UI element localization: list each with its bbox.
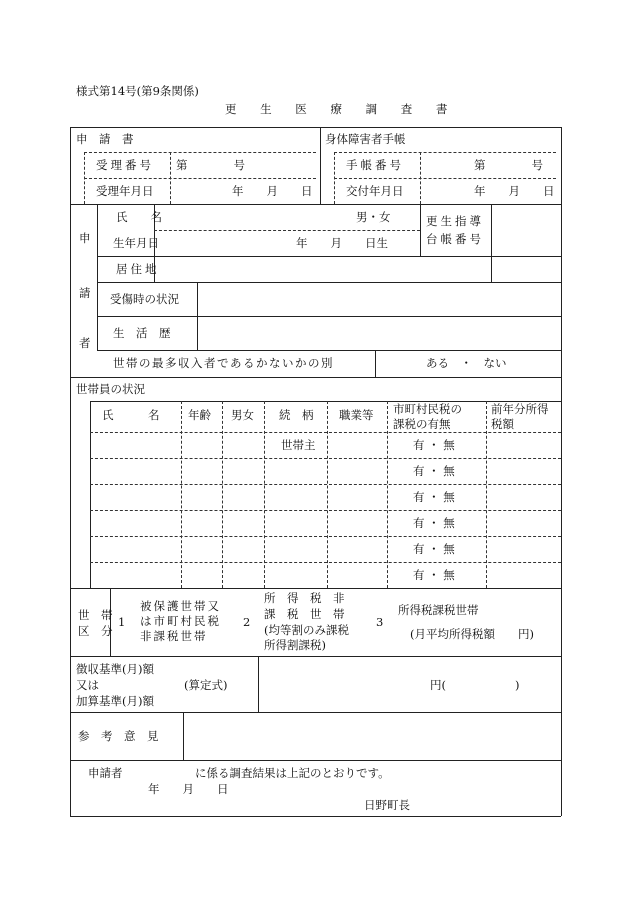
handbook-issue-date-label: 交付年月日 [346,184,404,198]
address-label: 居住地 [116,262,160,276]
household-title: 世帯員の状況 [76,382,145,396]
category-2-line-3: (均等割のみ課税 [264,623,349,637]
category-label-1: 世 帯 [78,608,113,622]
tax-status-row[interactable]: 有 ・ 無 [413,542,455,556]
history-label: 生 活 歴 [113,326,171,340]
applicant-label-char-2: 請 [79,286,91,300]
receipt-date-label: 受理年月日 [96,184,154,198]
receipt-number-label: 受理番号 [96,158,154,172]
handbook-number-label: 手帳番号 [346,158,404,172]
col-name: 氏 名 [102,408,160,422]
footer-statement: に係る調査結果は上記のとおりです。 [195,766,390,780]
col-age: 年齢 [188,408,211,422]
receipt-number-value[interactable]: 第 号 [176,158,245,172]
injury-label: 受傷時の状況 [110,292,179,306]
col-tax-1: 市町村民税の [393,402,462,416]
gender-select[interactable]: 男・女 [356,210,391,224]
tax-status-row[interactable]: 有 ・ 無 [413,568,455,582]
top-income-label: 世帯の最多収入者であるかないかの別 [113,356,334,370]
handbook-header: 身体障害者手帳 [325,132,406,146]
tax-status-row[interactable]: 有 ・ 無 [413,464,455,478]
category-2-line-2: 課 税 世 帯 [264,607,345,621]
tax-status-row[interactable]: 有 ・ 無 [413,438,455,452]
col-income-2: 税額 [491,417,514,431]
page-title: 更 生 医 療 調 査 書 [225,102,458,116]
form-number: 様式第14号(第9条関係) [76,84,199,98]
col-income-1: 前年分所得 [491,402,549,416]
householder-relation: 世帯主 [281,438,316,452]
rehab-ledger-label-1: 更生指導 [426,214,484,228]
top-income-select[interactable]: ある ・ ない [426,356,507,370]
tax-status-row[interactable]: 有 ・ 無 [413,490,455,504]
category-3-number: 3 [376,615,384,629]
application-header: 申 請 書 [76,132,134,146]
name-label: 氏 名 [116,210,162,224]
category-2-line-4: 所得割課税) [264,638,326,652]
category-1-line-1: 被保護世帯又 [140,599,221,613]
remarks-label: 参 考 意 見 [78,729,159,743]
handbook-issue-date-value[interactable]: 年 月 日 [474,184,555,198]
col-sex: 男女 [231,408,254,422]
collection-line-2: 又は [76,678,99,692]
collection-formula-label: (算定式) [184,678,228,692]
category-label-2: 区 分 [78,624,113,638]
category-1-number: 1 [118,615,126,629]
footer-mayor: 日野町長 [364,798,410,812]
col-tax-2: 課税の有無 [393,417,451,431]
rehab-ledger-label-2: 台帳番号 [426,232,484,246]
collection-line-3: 加算基準(月)額 [76,694,154,708]
footer-date[interactable]: 年 月 日 [148,782,229,796]
birth-date-value[interactable]: 年 月 日生 [296,236,388,250]
collection-line-1: 徴収基準(月)額 [76,662,154,676]
applicant-label-char-1: 申 [79,231,91,245]
category-3-line-1: 所得税課税世帯 [398,603,479,617]
handbook-number-value[interactable]: 第 号 [474,158,543,172]
category-1-line-2: は市町村民税 [140,614,221,628]
receipt-date-value[interactable]: 年 月 日 [232,184,313,198]
birth-date-label: 生年月日 [113,236,159,250]
category-2-number: 2 [243,615,251,629]
applicant-label-char-3: 者 [79,336,91,350]
footer-applicant-label: 申請者 [88,766,123,780]
col-occupation: 職業等 [339,408,374,422]
category-1-line-3: 非課税世帯 [140,629,208,643]
col-relation: 続 柄 [279,408,314,422]
category-3-line-2: (月平均所得税額 円) [410,627,534,641]
category-2-line-1: 所 得 税 非 [264,591,345,605]
tax-status-row[interactable]: 有 ・ 無 [413,516,455,530]
collection-amount[interactable]: 円( ) [430,678,520,692]
